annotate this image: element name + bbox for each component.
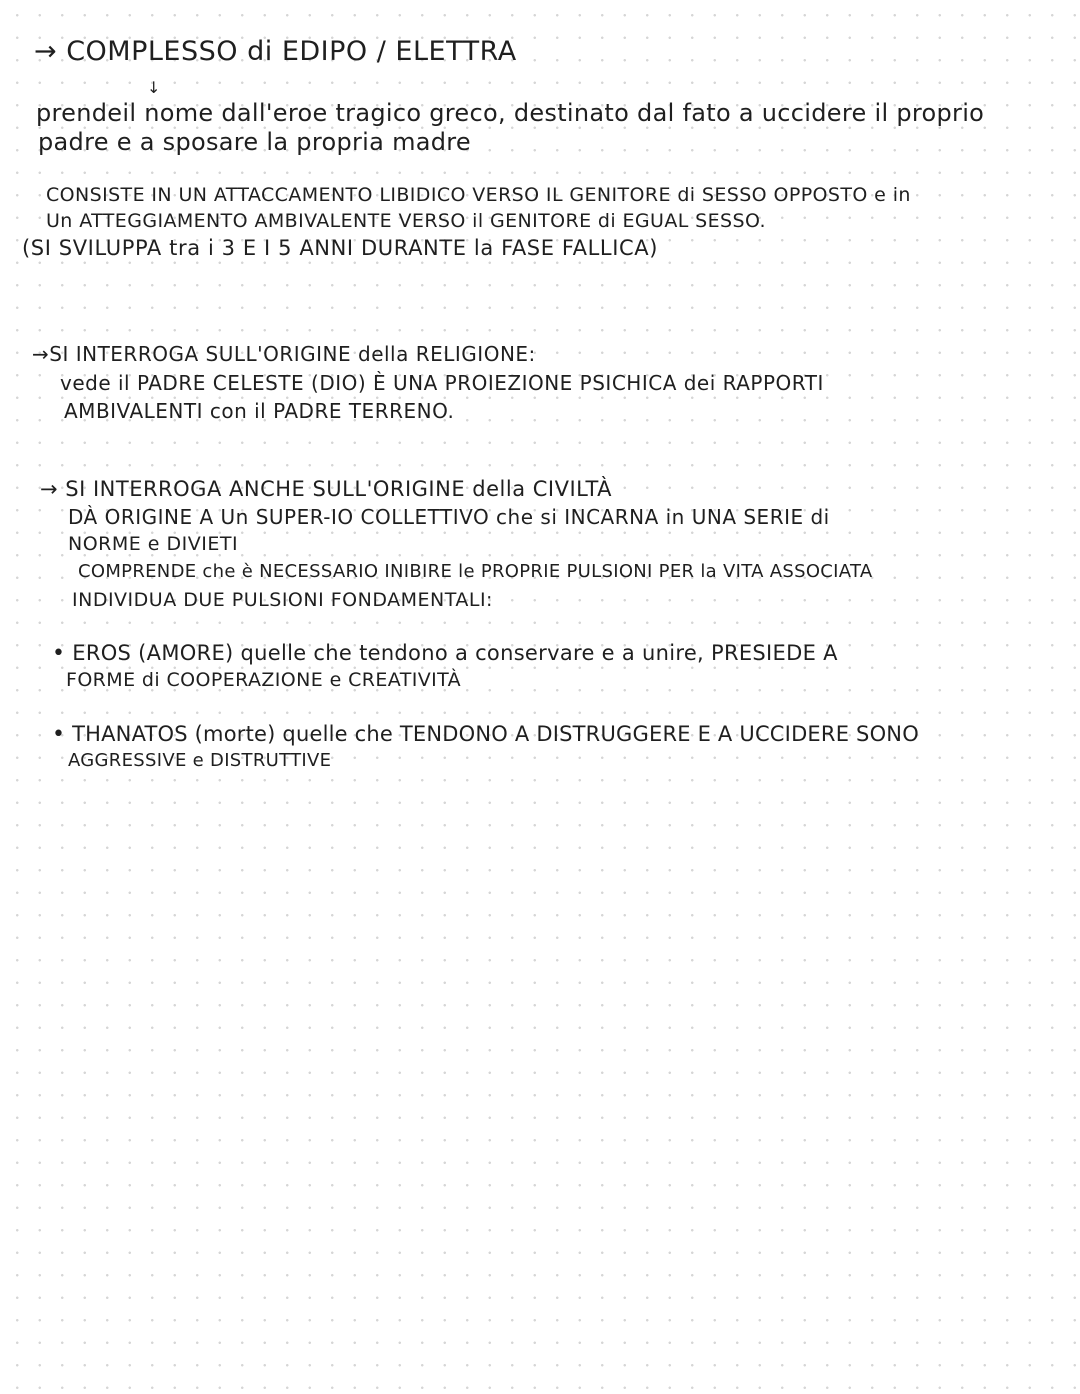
- civilization-line-4: COMPRENDE che è NECESSARIO INIBIRE le PROPRIE PULSIONI PER la VITA ASSOCIATA: [78, 561, 873, 582]
- eros-item: [52, 643, 838, 665]
- arrow-down-icon: ↓: [147, 78, 161, 97]
- thanatos-item: [52, 724, 919, 746]
- page-title: → COMPLESSO di EDIPO / ELETTRA: [34, 36, 517, 67]
- bullet-icon: •: [52, 641, 66, 666]
- religion-heading: →SI INTERROGA SULL'ORIGINE della RELIGIONE:: [32, 342, 536, 366]
- civilization-line-3: NORME e DIVIETI: [68, 533, 239, 555]
- thanatos-line-2: AGGRESSIVE e DISTRUTTIVE: [68, 750, 332, 771]
- civilization-line-5: INDIVIDUA DUE PULSIONI FONDAMENTALI:: [72, 589, 493, 611]
- bullet-icon: •: [52, 722, 66, 747]
- eros-line-2: FORME di COOPERAZIONE e CREATIVITÀ: [66, 669, 462, 691]
- religion-line-2: vede il PADRE CELESTE (DIO) È UNA PROIEZIONE PSICHICA dei RAPPORTI: [60, 371, 824, 395]
- civilization-heading: → SI INTERROGA ANCHE SULL'ORIGINE della CIVILTÀ: [40, 477, 613, 501]
- intro-line-1: prendeil nome dall'eroe tragico greco, destinato dal fato a uccidere il proprio: [36, 99, 985, 127]
- definition-line-3: (SI SVILUPPA tra i 3 E I 5 ANNI DURANTE la FASE FALLICA): [22, 236, 659, 260]
- definition-line-1: CONSISTE IN UN ATTACCAMENTO LIBIDICO VERSO IL GENITORE di SESSO OPPOSTO e in: [46, 184, 911, 206]
- definition-line-2: Un ATTEGGIAMENTO AMBIVALENTE VERSO il GENITORE di EGUAL SESSO.: [46, 210, 766, 232]
- civilization-line-2: DÀ ORIGINE A Un SUPER-IO COLLETTIVO che si INCARNA in UNA SERIE di: [68, 505, 830, 529]
- intro-line-2: padre e a sposare la propria madre: [38, 128, 472, 156]
- thanatos-line-1: THANATOS (morte) quelle che TENDONO A DISTRUGGERE E A UCCIDERE SONO: [72, 722, 919, 746]
- religion-line-3: AMBIVALENTI con il PADRE TERRENO.: [64, 399, 455, 423]
- eros-line-1: EROS (AMORE) quelle che tendono a conservare e a unire, PRESIEDE A: [72, 641, 838, 665]
